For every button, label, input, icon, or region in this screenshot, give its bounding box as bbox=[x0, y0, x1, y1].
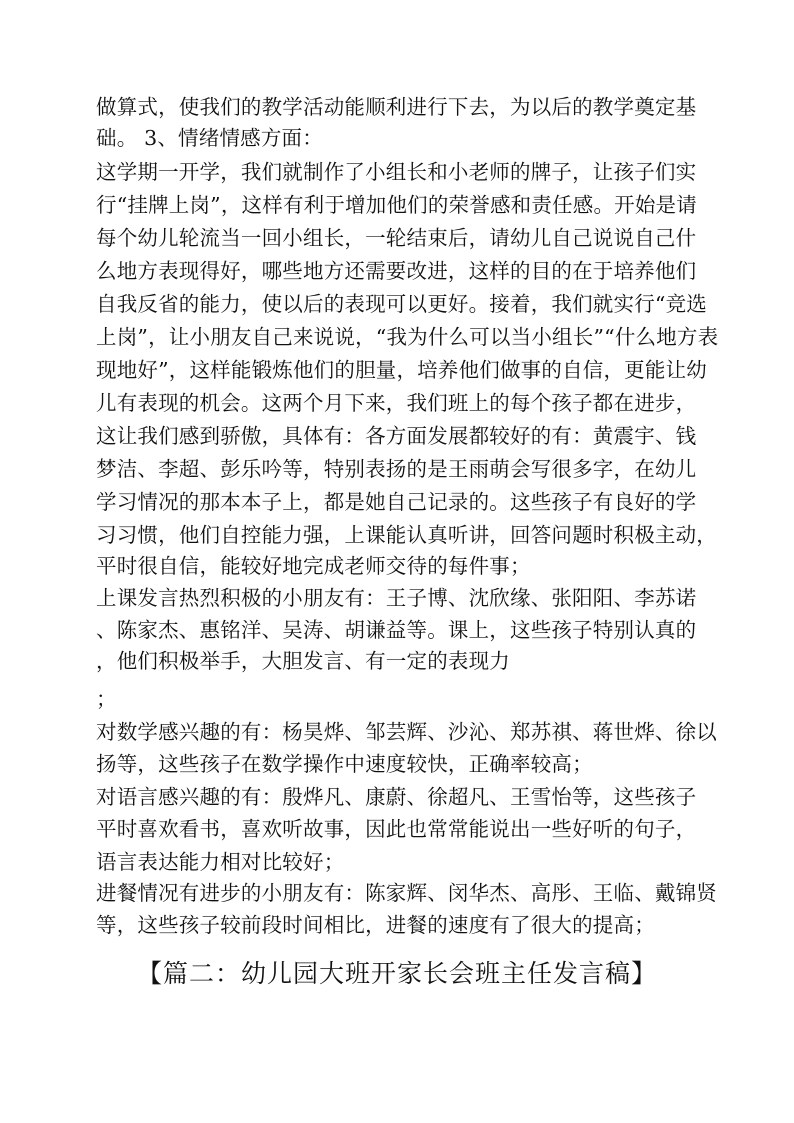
body-line-7: 自我反省的能力，使以后的表现可以更好。接着，我们就实行“竞选 bbox=[96, 292, 707, 316]
body-line-17: 、陈家杰、惠铭洋、吴涛、胡谦益等。课上，这些孩子特别认真的 bbox=[96, 618, 697, 642]
body-line-25: 进餐情况有进步的小朋友有：陈家辉、闵华杰、高彤、王临、戴锦贤 bbox=[96, 881, 717, 905]
body-line-3: 这学期一开学，我们就制作了小组长和小老师的牌子，让孩子们实 bbox=[96, 160, 697, 184]
body-line-9: 现地好”，这样能锻炼他们的胆量，培养他们做事的自信，更能让幼 bbox=[96, 358, 707, 382]
body-line-12: 梦洁、李超、彭乐吟等，特别表扬的是王雨萌会写很多字，在幼儿 bbox=[96, 457, 697, 481]
body-line-19: ； bbox=[96, 687, 117, 711]
body-line-18: ，他们积极举手，大胆发言、有一定的表现力 bbox=[96, 649, 510, 673]
body-line-26: 等，这些孩子较前段时间相比，进餐的速度有了很大的提高； bbox=[96, 913, 655, 937]
body-line-14: 习习惯，他们自控能力强，上课能认真听讲，回答问题时积极主动， bbox=[96, 523, 717, 547]
body-line-23: 平时喜欢看书，喜欢听故事，因此也常常能说出一些好听的句子， bbox=[96, 817, 697, 841]
body-line-10: 儿有表现的机会。这两个月下来，我们班上的每个孩子都在进步， bbox=[96, 391, 697, 415]
body-line-2: 础。 3、情绪情感方面： bbox=[96, 126, 323, 150]
body-line-8: 上岗”，让小朋友自己来说说，“我为什么可以当小组长”“什么地方表 bbox=[96, 325, 719, 349]
body-line-15: 平时很自信，能较好地完成老师交待的每件事； bbox=[96, 554, 531, 578]
body-line-20: 对数学感兴趣的有：杨昊烨、邹芸辉、沙沁、郑苏祺、蒋世烨、徐以 bbox=[96, 720, 717, 744]
body-line-22: 对语言感兴趣的有：殷烨凡、康蔚、徐超凡、王雪怡等，这些孩子 bbox=[96, 785, 697, 809]
body-line-1: 做算式，使我们的教学活动能顺利进行下去，为以后的教学奠定基 bbox=[96, 95, 697, 119]
body-line-4: 行“挂牌上岗”，这样有利于增加他们的荣誉感和责任感。开始是请 bbox=[96, 193, 697, 217]
body-line-16: 上课发言热烈积极的小朋友有：王子博、沈欣缘、张阳阳、李苏诺 bbox=[96, 586, 697, 610]
body-line-6: 么地方表现得好，哪些地方还需要改进，这样的目的在于培养他们 bbox=[96, 259, 697, 283]
section-heading: 【篇二：幼儿园大班开家长会班主任发言稿】 bbox=[136, 959, 657, 988]
body-line-21: 扬等，这些孩子在数学操作中速度较快，正确率较高； bbox=[96, 752, 593, 776]
body-line-24: 语言表达能力相对比较好； bbox=[96, 850, 345, 874]
body-line-13: 学习情况的那本本子上，都是她自己记录的。这些孩子有良好的学 bbox=[96, 490, 697, 514]
body-line-5: 每个幼儿轮流当一回小组长，一轮结束后，请幼儿自己说说自己什 bbox=[96, 226, 697, 250]
body-line-11: 这让我们感到骄傲，具体有：各方面发展都较好的有：黄震宇、钱 bbox=[96, 424, 697, 448]
